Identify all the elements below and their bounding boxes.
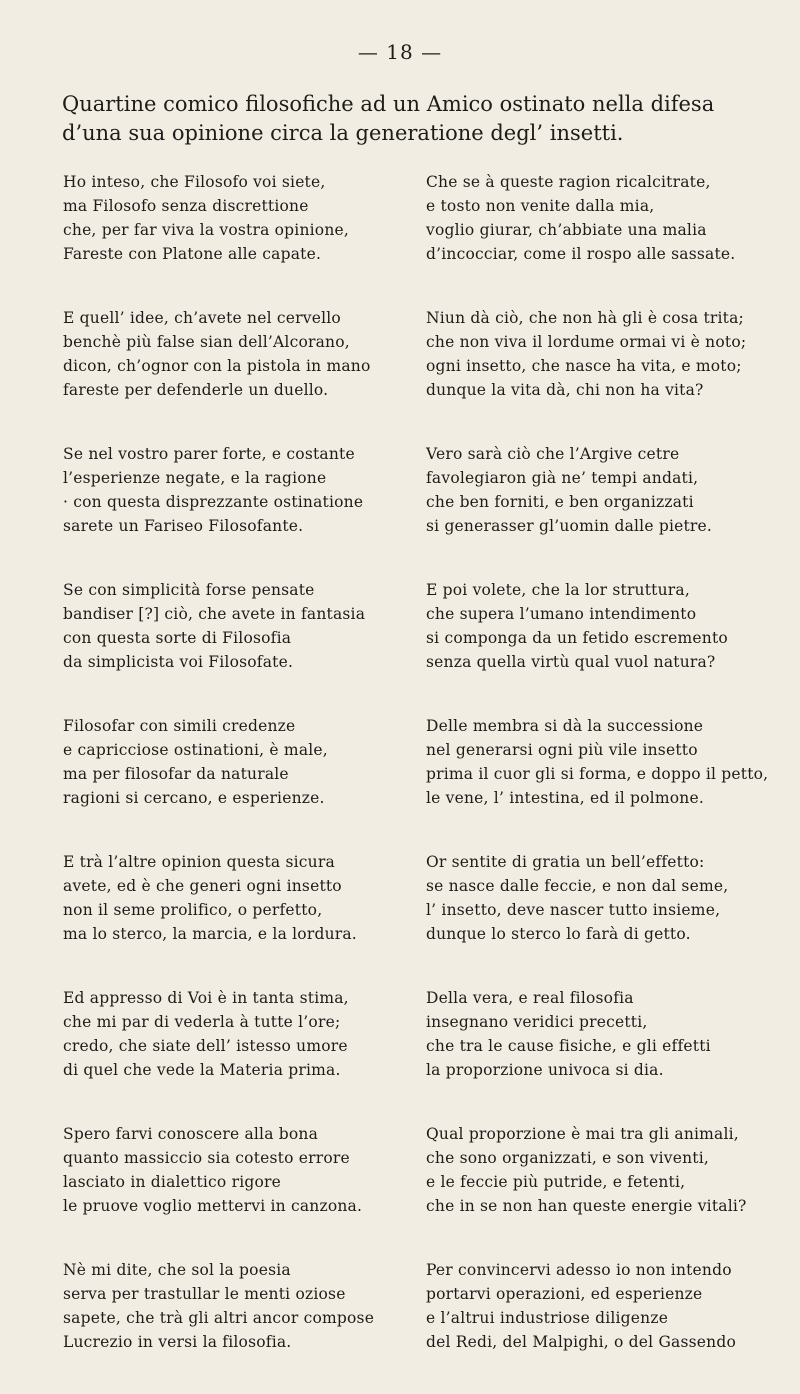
verse-line: voglio giurar, ch’abbiate una malia (426, 221, 707, 239)
stanza (63, 986, 398, 1122)
stanza (426, 170, 771, 306)
stanza (426, 714, 771, 850)
verse-line: Filosofar con simili credenze (63, 717, 296, 735)
verse-line: Spero farvi conoscere alla bona (63, 1125, 319, 1143)
stanza (426, 850, 771, 986)
verse-line: bandiser [?] ciò, che avete in fantasia (63, 605, 366, 623)
verse-line: Per convincervi adesso io non intendo (426, 1261, 732, 1279)
verse-line: Se con simplicità forse pensate (63, 581, 315, 599)
verse-line: del Redi, del Malpighi, o del Gassendo (426, 1333, 736, 1351)
verse-line: avete, ed è che generi ogni insetto (63, 877, 342, 895)
stanza (426, 306, 771, 442)
verse-line: l’ insetto, deve nascer tutto insieme, (426, 901, 721, 919)
verse-line: le pruove voglio mettervi in canzona. (63, 1197, 363, 1215)
verse-line: E trà l’altre opinion questa sicura (63, 853, 335, 871)
verse-line: fareste per defenderle un duello. (63, 381, 329, 399)
verse-line: ma Filosofo senza discrettione (63, 197, 309, 215)
verse-line: Delle membra si dà la successione (426, 717, 704, 735)
verse-line: Qual proporzione è mai tra gli animali, (426, 1125, 739, 1143)
verse-line: se nasce dalle feccie, e non dal seme, (426, 877, 729, 895)
verse-line: di quel che vede la Materia prima. (63, 1061, 341, 1079)
verse-line: Se nel vostro parer forte, e costante (63, 445, 355, 463)
stanza (426, 1122, 771, 1258)
verse-line: prima il cuor gli si forma, e doppo il petto, (426, 765, 769, 783)
stanza (426, 1258, 771, 1394)
verse-line: serva per trastullar le menti oziose (63, 1285, 346, 1303)
verse-line: lasciato in dialettico rigore (63, 1173, 281, 1191)
stanza (63, 578, 398, 714)
verse-line: portarvi operazioni, ed esperienze (426, 1285, 703, 1303)
verse-line: ragioni si cercano, e esperienze. (63, 789, 325, 807)
verse-line: che sono organizzati, e son viventi, (426, 1149, 709, 1167)
verse-line: Niun dà ciò, che non hà gli è cosa trita; (426, 309, 744, 327)
verse-line: credo, che siate dell’ istesso umore (63, 1037, 348, 1055)
verse-line: benchè più false sian dell’Alcorano, (63, 333, 350, 351)
verse-line: che mi par di vederla à tutte l’ore; (63, 1013, 341, 1031)
page-title: Quartine comico filosofiche ad un Amico ostinato nella difesa d’una sua opinione circa la generatione degl’ insetti. (62, 92, 715, 145)
verse-line: la proporzione univoca si dia. (426, 1061, 664, 1079)
verse-line: non il seme prolifico, o perfetto, (63, 901, 323, 919)
verse-line: Vero sarà ciò che l’Argive cetre (426, 445, 680, 463)
stanza (63, 1258, 398, 1394)
verse-line: si generasser gl’uomin dalle pietre. (426, 517, 713, 535)
verse-line: e tosto non venite dalla mia, (426, 197, 655, 215)
verse-line: che ben forniti, e ben organizzati (426, 493, 694, 511)
stanza (63, 714, 398, 850)
verse-line: ma per filosofar da naturale (63, 765, 289, 783)
verse-line: dunque la vita dà, chi non ha vita? (426, 381, 704, 399)
verse-line: sapete, che trà gli altri ancor compose (63, 1309, 375, 1327)
stanza (63, 850, 398, 986)
verse-line: che in se non han queste energie vitali? (426, 1197, 747, 1215)
verse-line: Lucrezio in versi la filosofia. (63, 1333, 292, 1351)
verse-line: dicon, ch’ognor con la pistola in mano (63, 357, 371, 375)
verse-line: senza quella virtù qual vuol natura? (426, 653, 716, 671)
verse-line: Che se à queste ragion ricalcitrate, (426, 173, 711, 191)
verse-line: Ed appresso di Voi è in tanta stima, (63, 989, 349, 1007)
verse-line: sarete un Fariseo Filosofante. (63, 517, 304, 535)
verse-line: Della vera, e real filosofia (426, 989, 634, 1007)
verse-line: le vene, l’ intestina, ed il polmone. (426, 789, 704, 807)
verse-line: E poi volete, che la lor struttura, (426, 581, 690, 599)
stanza (63, 170, 398, 306)
verse-line: e le feccie più putride, e fetenti, (426, 1173, 686, 1191)
verse-line: insegnano veridici precetti, (426, 1013, 648, 1031)
verse-line: da simplicista voi Filosofate. (63, 653, 294, 671)
verse-line: ogni insetto, che nasce ha vita, e moto; (426, 357, 742, 375)
stanza (426, 986, 771, 1122)
verse-line: con questa sorte di Filosofia (63, 629, 292, 647)
verse-line: Ho inteso, che Filosofo voi siete, (63, 173, 326, 191)
verse-line: dunque lo sterco lo farà di getto. (426, 925, 691, 943)
verse-line: ma lo sterco, la marcia, e la lordura. (63, 925, 357, 943)
verse-line: d’incocciar, come il rospo alle sassate. (426, 245, 736, 263)
verse-line: che tra le cause fisiche, e gli effetti (426, 1037, 711, 1055)
verse-line: E quell’ idee, ch’avete nel cervello (63, 309, 341, 327)
verse-line: Or sentite di gratia un bell’effetto: (426, 853, 705, 871)
verse-line: si componga da un fetido escremento (426, 629, 728, 647)
stanza (63, 1122, 398, 1258)
verse-line: · con questa disprezzante ostinatione (63, 493, 364, 511)
verse-line: Fareste con Platone alle capate. (63, 245, 322, 263)
verse-line: quanto massiccio sia cotesto errore (63, 1149, 350, 1167)
verse-line: e l’altrui industriose diligenze (426, 1309, 669, 1327)
page-number: — 18 — (357, 40, 443, 64)
verse-line: l’esperienze negate, e la ragione (63, 469, 327, 487)
stanza (426, 442, 771, 578)
verse-line: che supera l’umano intendimento (426, 605, 697, 623)
verse-line: che, per far viva la vostra opinione, (63, 221, 350, 239)
stanza (63, 306, 398, 442)
verse-line: nel generarsi ogni più vile insetto (426, 741, 698, 759)
verse-line: favolegiaron già ne’ tempi andati, (426, 469, 699, 487)
stanza (426, 578, 771, 714)
verse-line: e capricciose ostinationi, è male, (63, 741, 328, 759)
right-column (426, 170, 771, 1394)
verse-line: Nè mi dite, che sol la poesia (63, 1261, 291, 1279)
left-column (63, 170, 398, 1394)
stanza (63, 442, 398, 578)
verse-line: che non viva il lordume ormai vi è noto; (426, 333, 747, 351)
